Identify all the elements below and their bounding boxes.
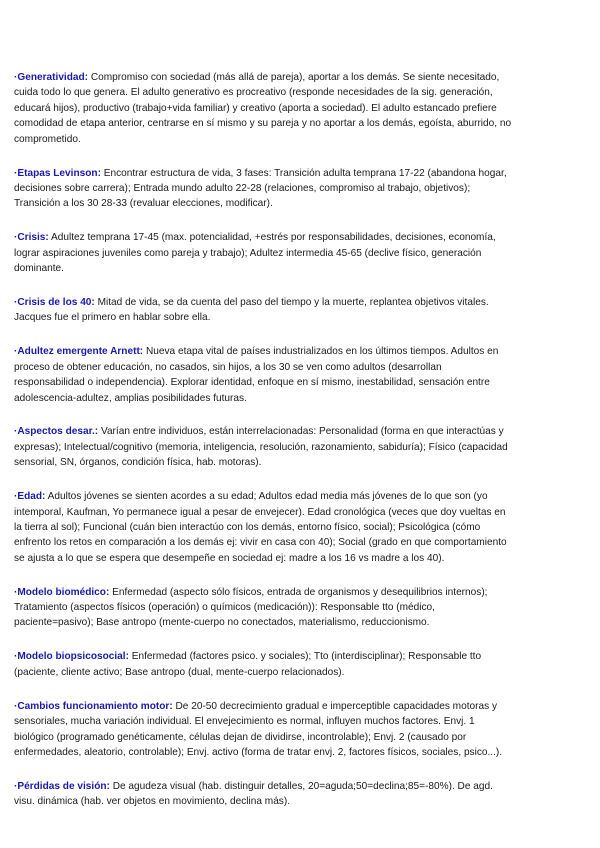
term-label: ·Adultez emergente Arnett: bbox=[14, 346, 144, 358]
term-label: ·Modelo biomédico: bbox=[14, 586, 110, 598]
term-label: ·Etapas Levinson: bbox=[14, 167, 101, 179]
entry-crisis bbox=[14, 230, 514, 276]
term-label: ·Crisis: bbox=[14, 232, 49, 244]
entry-cambios-motor bbox=[14, 699, 514, 761]
entry-aspectos-desarrollo bbox=[14, 424, 514, 470]
term-label: ·Cambios funcionamiento motor: bbox=[14, 700, 173, 712]
term-label: ·Crisis de los 40: bbox=[14, 296, 95, 308]
entry-text: Mitad de vida, se da cuenta del paso del tiempo y la muerte, replantea objetivos vitales. Jacques fue el primero en hablar sobre ella. bbox=[14, 296, 489, 324]
document-page bbox=[14, 70, 514, 828]
entry-text: Compromiso con sociedad (más allá de pareja), aportar a los demás. Se siente necesitado, cuida todo lo que genera. El adulto generativo es procreativo (responde necesidades de la sig. generación, educará hijos), productivo (trabajo+vida familiar) y creativo (aporta a sociedad). El adulto estancado prefiere comodidad de etapa anterior, centrarse en sí mismo y su pareja y no aportar a los demás, egoísta, aburrido, no comprometido. bbox=[14, 72, 512, 145]
entry-modelo-biopsicosocial bbox=[14, 649, 514, 680]
term-label: ·Aspectos desar.: bbox=[14, 426, 99, 438]
entry-crisis-40 bbox=[14, 295, 514, 326]
entry-text: Enfermedad (factores psico. y sociales); Tto (interdisciplinar); Responsable tto (paciente, cliente activo; Base antropo (dual, mente-cuerpo relacionados). bbox=[14, 651, 482, 678]
term-label: ·Edad: bbox=[14, 491, 46, 503]
entry-adultez-emergente bbox=[14, 344, 514, 406]
entry-text: De agudeza visual (hab. distinguir detalles, 20=aguda;50=declina;85=-80%). De agd. visu. dinámica (hab. ver objetos en movimiento, declina más). bbox=[14, 780, 493, 808]
entry-modelo-biomedico bbox=[14, 585, 514, 631]
entry-text: Enfermedad (aspecto sólo físicos, entrada de organismos y desequilibrios internos); Tratamiento (aspectos físicos (operación) o químicos (medicación)): Responsable tto (médico, paciente=pasivo); Base antropo (mente-cuerpo no conectados, materialismo, reduccionismo. bbox=[14, 586, 488, 629]
entry-text: De 20-50 decrecimiento gradual e imperceptible capacidades motoras y sensoriales, mucha variación individual. El envejecimiento es normal, influyen muchos factores. Envj. 1 biológico (programado genéticamente, células dejan de dividirse, incontrolable); Envj. 2 (causado por enfermedades, aleatorio, controlable); Envj. activo (forma de tratar envj. 2, factores físicos, sociales, psico...). bbox=[14, 700, 503, 758]
entry-text: Nueva etapa vital de países industrializados en los últimos tiempos. Adultos en proceso de obtener educación, no casados, sin hijos, a los 30 se ven como adultos (desarrollan responsabilidad o independencia). Explorar identidad, enfoque en sí mismo, inestabilidad, sensación entre adolescencia-adultez, amplias posibilidades futuras. bbox=[14, 346, 499, 404]
entry-text: Adultez temprana 17-45 (max. potencialidad, +estrés por responsabilidades, decisiones, economía, lograr aspiraciones juveniles como pareja y trabajo); Adultez intermedia 45-65 (declive físico, generación dominante. bbox=[14, 232, 496, 275]
entry-generatividad bbox=[14, 70, 514, 147]
term-label: ·Pérdidas de visión: bbox=[14, 780, 110, 792]
entry-text: Varían entre individuos, están interrelacionadas: Personalidad (forma en que interactúas y expresas); Intelectual/cognitivo (memoria, inteligencia, resolución, razonamiento, sabiduría); Físico (capacidad sensorial, SN, órganos, condición física, hab. motoras). bbox=[14, 426, 508, 469]
entry-edad bbox=[14, 489, 514, 566]
entry-text: Adultos jóvenes se sienten acordes a su edad; Adultos edad media más jóvenes de lo que son (yo intemporal, Kaufman, Yo permanece igual a pesar de envejecer). Edad cronológica (veces que doy vueltas en la tierra al sol); Funcional (cuán bien interactúo con los demás, entorno físico, social); Psicológica (cómo enfrento los retos en comparación a los demás ej: vivir en casa con 40); Social (grado en que comportamiento se ajusta a lo que se espera que desempeñe en sociedad ej: madre a los 16 vs madre a los 40). bbox=[14, 491, 507, 564]
entry-perdidas-vision bbox=[14, 779, 514, 810]
term-label: ·Modelo biopsicosocial: bbox=[14, 651, 129, 663]
entry-etapas-levinson bbox=[14, 166, 514, 212]
entry-text: Encontrar estructura de vida, 3 fases: Transición adulta temprana 17-22 (abandona hogar, decisiones sobre carrera); Entrada mundo adulto 22-28 (relaciones, compromiso al trabajo, objetivos); Transición a los 30 28-33 (revaluar elecciones, modificar). bbox=[14, 167, 507, 210]
term-label: ·Generatividad: bbox=[14, 72, 89, 83]
